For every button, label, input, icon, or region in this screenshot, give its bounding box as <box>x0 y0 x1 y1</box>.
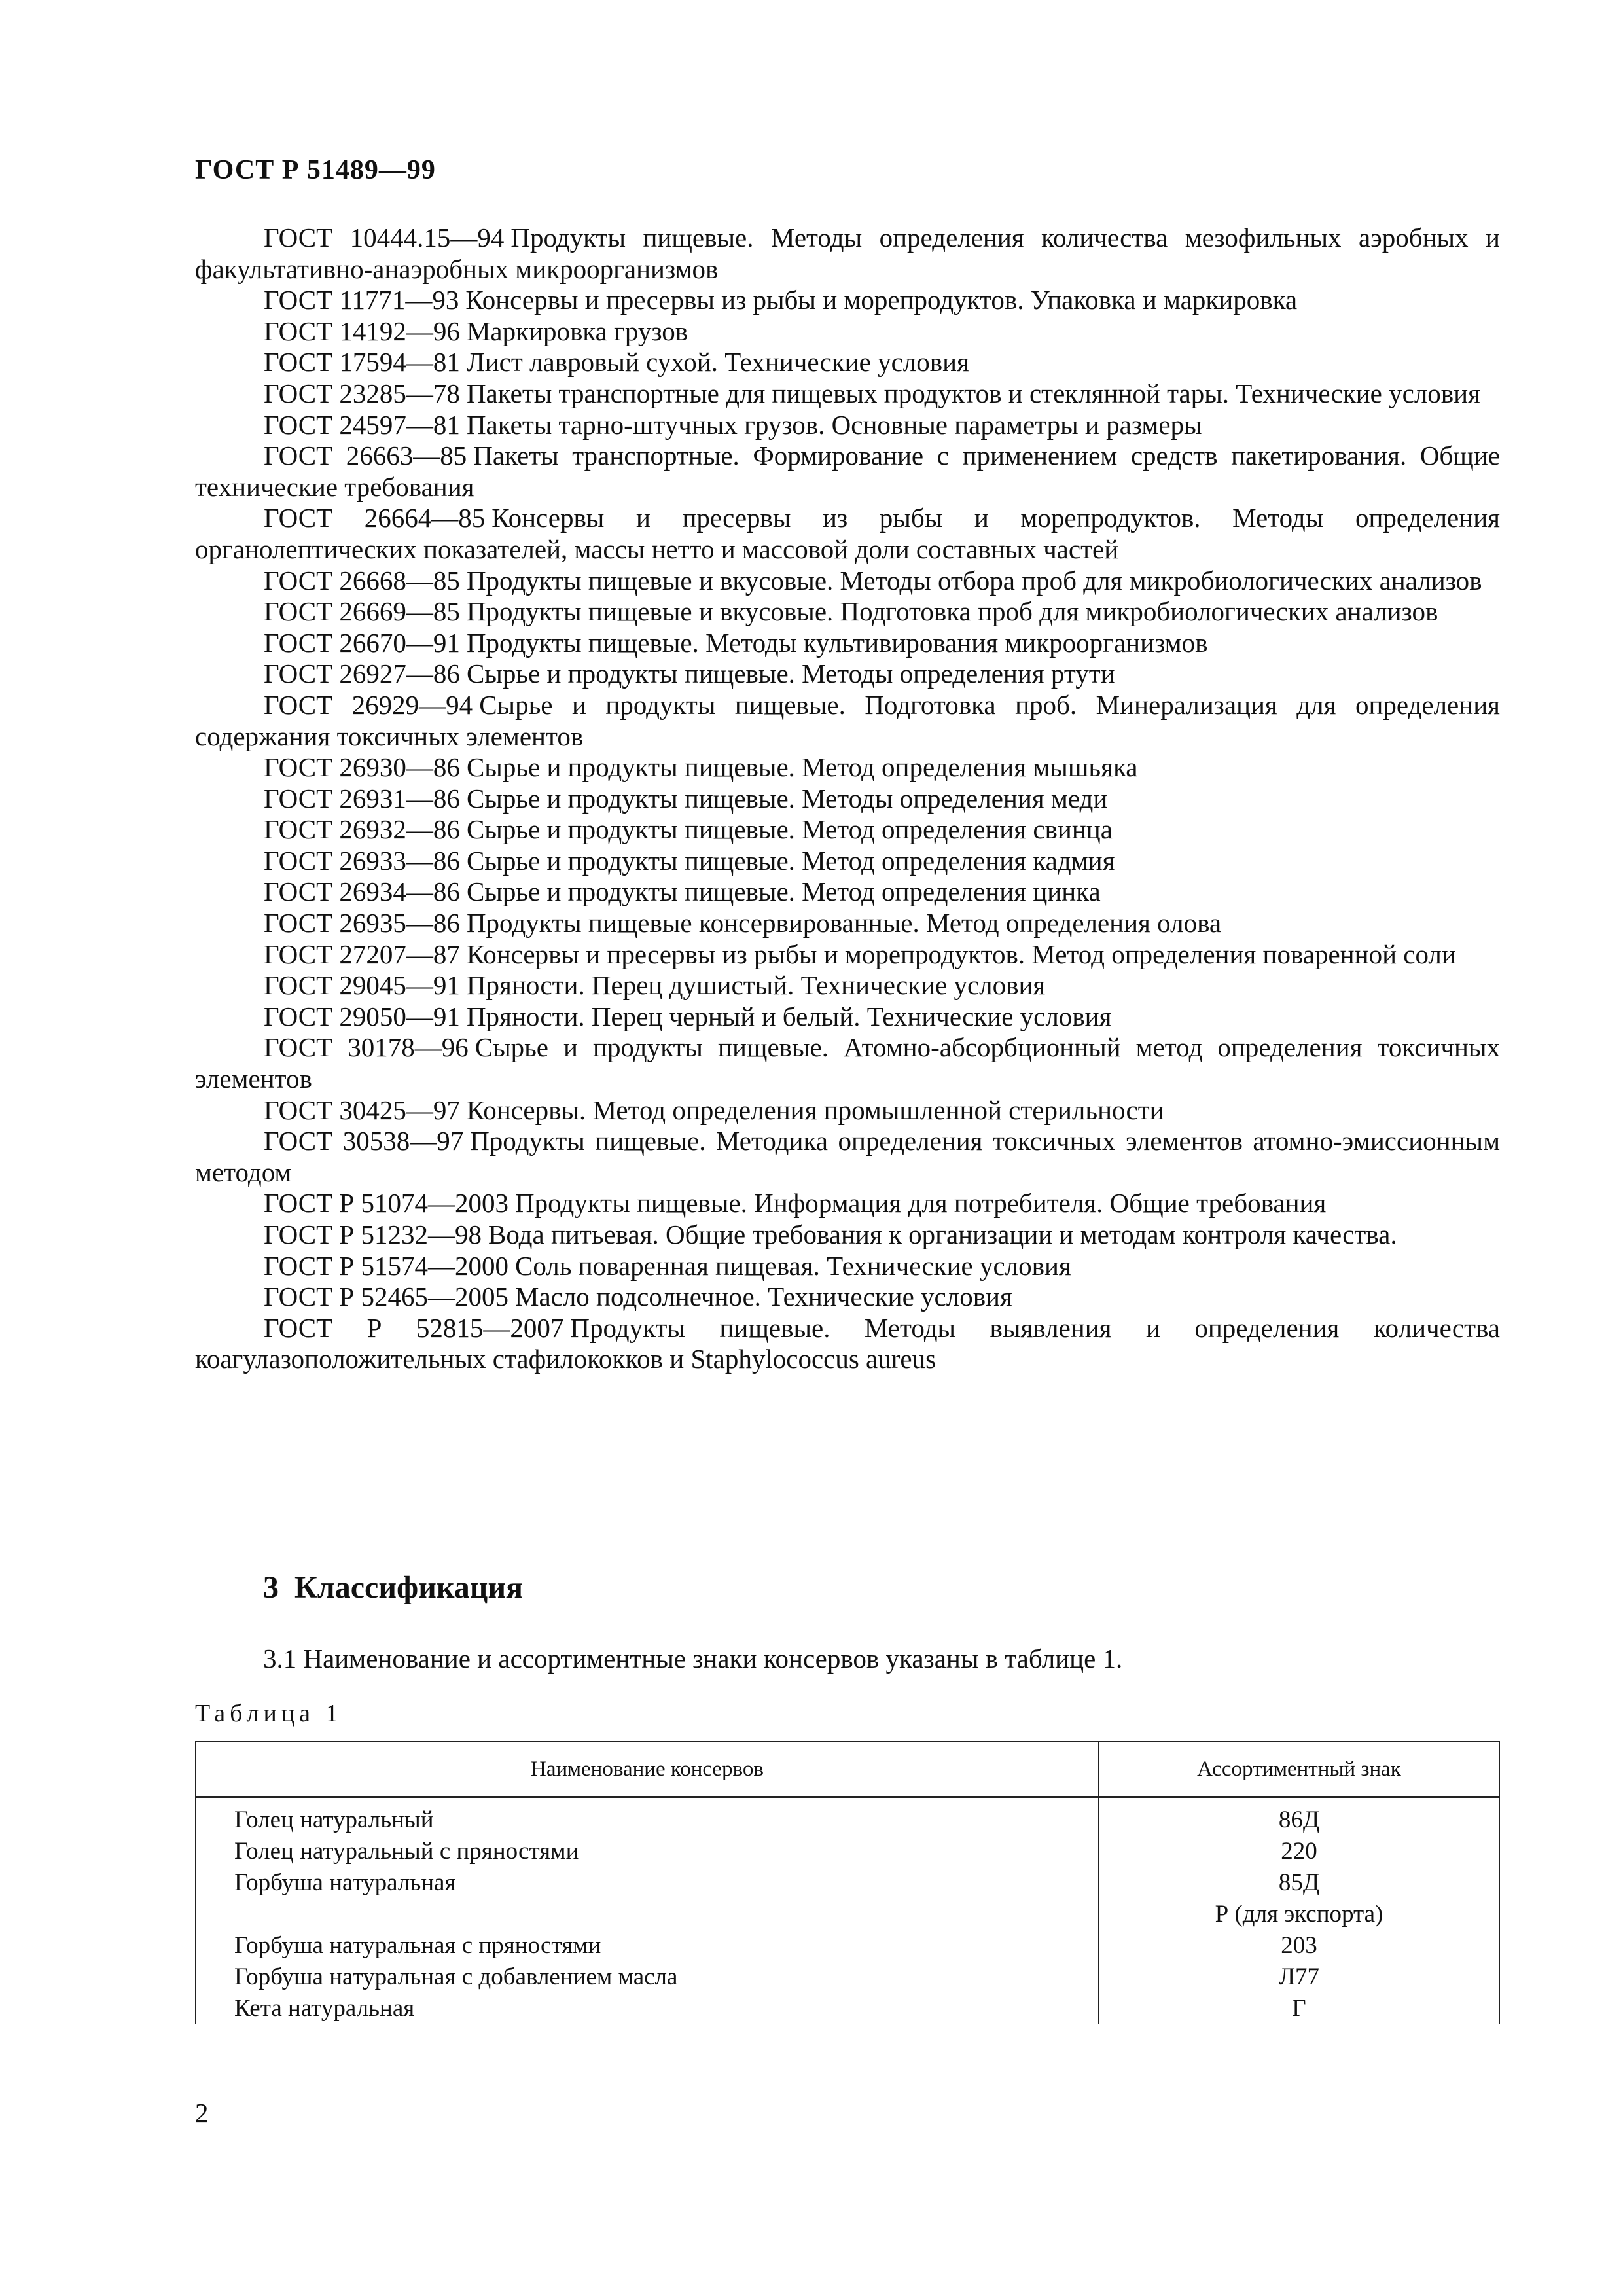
column-header-name: Наименование консервов <box>196 1742 1099 1797</box>
section-heading <box>263 1570 523 1605</box>
column-header-sign: Ассортиментный знак <box>1099 1742 1499 1797</box>
reference-text: Масло подсолнечное. Технические условия <box>515 1282 1012 1312</box>
reference-code: ГОСТ 29045—91 <box>264 970 460 1001</box>
reference-text: Лист лавровый сухой. Технические условия <box>466 347 969 378</box>
reference-item <box>195 1282 1500 1313</box>
reference-item <box>195 658 1500 690</box>
reference-code: ГОСТ 30538—97 <box>264 1126 464 1157</box>
product-name-cell: Горбуша натуральная с пряностями <box>196 1930 1099 1962</box>
reference-text: Соль поваренная пищевая. Технические условия <box>515 1250 1071 1281</box>
reference-item <box>195 1032 1500 1094</box>
reference-text: Пакеты транспортные. Формирование с применением средств пакетирования. Общие технические требования <box>195 440 1500 502</box>
reference-item <box>195 1001 1500 1033</box>
reference-code: ГОСТ 26927—86 <box>264 658 460 689</box>
reference-text: Сырье и продукты пищевые. Методы определения меди <box>466 783 1108 814</box>
reference-text: Продукты пищевые консервированные. Метод определения олова <box>466 908 1222 939</box>
reference-code: ГОСТ 26931—86 <box>264 783 460 814</box>
reference-code: ГОСТ 11771—93 <box>264 285 459 315</box>
reference-item <box>195 503 1500 565</box>
product-name-cell: Голец натуральный с пряностями <box>196 1836 1099 1867</box>
reference-item <box>195 378 1500 410</box>
assortment-sign: Л77 <box>1278 1964 1320 1990</box>
table-caption: Таблица 1 <box>195 1700 343 1727</box>
table-row <box>196 1797 1499 1837</box>
assortment-sign: 220 <box>1281 1838 1317 1865</box>
reference-code: ГОСТ Р 51574—2000 <box>264 1250 508 1281</box>
reference-code: ГОСТ 26663—85 <box>264 440 467 471</box>
reference-code: ГОСТ Р 52815—2007 <box>264 1312 564 1343</box>
reference-item <box>195 347 1500 378</box>
table-row <box>196 1836 1499 1867</box>
reference-text: Сырье и продукты пищевые. Атомно-абсорбционный метод определения токсичных элементов <box>195 1032 1500 1094</box>
reference-text: Сырье и продукты пищевые. Подготовка проб. Минерализация для определения содержания токсичных элементов <box>195 689 1500 751</box>
reference-code: ГОСТ 26930—86 <box>264 752 460 783</box>
reference-code: ГОСТ 29050—91 <box>264 1001 460 1031</box>
reference-text: Сырье и продукты пищевые. Метод определения мышьяка <box>466 752 1138 783</box>
table-row <box>196 1993 1499 2024</box>
reference-code: ГОСТ 14192—96 <box>264 315 460 346</box>
reference-text: Продукты пищевые. Информация для потребителя. Общие требования <box>515 1188 1327 1219</box>
assortment-sign: 85Д <box>1278 1869 1320 1896</box>
reference-code: ГОСТ 10444.15—94 <box>264 223 505 253</box>
reference-item <box>195 285 1500 316</box>
table-row <box>196 1962 1499 1993</box>
reference-item <box>195 596 1500 628</box>
reference-text: Вода питьевая. Общие требования к организации и методам контроля качества. <box>488 1219 1397 1249</box>
reference-text: Продукты пищевые. Методы выявления и определения количества коагулазоположительных стафилококков и Staphylococcus aureus <box>195 1312 1500 1374</box>
assortment-sign-cell <box>1099 1867 1499 1930</box>
reference-code: ГОСТ 26935—86 <box>264 908 460 939</box>
reference-text: Сырье и продукты пищевые. Метод определения кадмия <box>466 845 1115 876</box>
reference-item <box>195 440 1500 503</box>
assortment-sign: Г <box>1292 1995 1306 2022</box>
reference-item <box>195 752 1500 783</box>
assortment-sign-cell <box>1099 1930 1499 1962</box>
reference-item <box>195 1126 1500 1188</box>
reference-text: Пакеты транспортные для пищевых продуктов и стеклянной тары. Технические условия <box>466 378 1480 408</box>
reference-item <box>195 1251 1500 1282</box>
reference-item <box>195 223 1500 285</box>
reference-item <box>195 1188 1500 1219</box>
page-number: 2 <box>195 2098 209 2128</box>
reference-text: Продукты пищевые и вкусовые. Подготовка проб для микробиологических анализов <box>466 596 1438 627</box>
reference-text: Консервы и пресервы из рыбы и морепродуктов. Методы определения органолептических показателей, массы нетто и массовой доли составных частей <box>195 503 1501 564</box>
assortment-sign-export: Р (для экспорта) <box>1215 1901 1383 1928</box>
reference-text: Продукты пищевые. Методы культивирования микроорганизмов <box>466 627 1208 658</box>
reference-code: ГОСТ 17594—81 <box>264 347 460 378</box>
reference-item <box>195 1313 1500 1375</box>
reference-code: ГОСТ 26932—86 <box>264 814 460 845</box>
reference-code: ГОСТ 30425—97 <box>264 1094 460 1125</box>
reference-item <box>195 1095 1500 1126</box>
assortment-sign: 86Д <box>1278 1806 1320 1833</box>
reference-code: ГОСТ 26934—86 <box>264 876 460 907</box>
product-name-cell: Горбуша натуральная с добавлением масла <box>196 1962 1099 1993</box>
reference-code: ГОСТ 26669—85 <box>264 596 460 627</box>
reference-text: Консервы. Метод определения промышленной стерильности <box>466 1094 1164 1125</box>
reference-item <box>195 783 1500 815</box>
section-number: 3 <box>263 1570 279 1605</box>
reference-code: ГОСТ 26933—86 <box>264 845 460 876</box>
reference-item <box>195 814 1500 846</box>
reference-code: ГОСТ Р 51074—2003 <box>264 1188 508 1219</box>
reference-item <box>195 565 1500 597</box>
reference-text: Пряности. Перец черный и белый. Технические условия <box>466 1001 1112 1031</box>
reference-item <box>195 410 1500 441</box>
reference-code: ГОСТ Р 52465—2005 <box>264 1282 508 1312</box>
reference-item <box>195 939 1500 971</box>
reference-item <box>195 908 1500 939</box>
normative-references-list <box>195 223 1500 1375</box>
reference-item <box>195 970 1500 1001</box>
assortment-sign-cell <box>1099 1962 1499 1993</box>
document-header: ГОСТ Р 51489—99 <box>195 155 436 185</box>
reference-text: Продукты пищевые. Методы определения количества мезофильных аэробных и факультативно-анаэробных микроорганизмов <box>195 223 1500 284</box>
reference-code: ГОСТ 23285—78 <box>264 378 460 408</box>
reference-text: Маркировка грузов <box>466 315 688 346</box>
assortment-table <box>195 1741 1500 2024</box>
reference-item <box>195 316 1500 348</box>
reference-code: ГОСТ 26670—91 <box>264 627 460 658</box>
assortment-sign-cell <box>1099 1993 1499 2024</box>
assortment-sign-cell <box>1099 1836 1499 1867</box>
section-title: Классификация <box>294 1570 524 1605</box>
table-row <box>196 1930 1499 1962</box>
reference-item <box>195 628 1500 659</box>
reference-code: ГОСТ 30178—96 <box>264 1032 469 1063</box>
reference-code: ГОСТ Р 51232—98 <box>264 1219 482 1249</box>
reference-text: Консервы и пресервы из рыбы и морепродуктов. Упаковка и маркировка <box>465 285 1298 315</box>
assortment-sign: 203 <box>1281 1932 1317 1959</box>
table-row <box>196 1867 1499 1930</box>
reference-code: ГОСТ 24597—81 <box>264 409 460 440</box>
product-name-cell: Горбуша натуральная <box>196 1867 1099 1930</box>
reference-text: Пряности. Перец душистый. Технические условия <box>466 970 1046 1001</box>
reference-text: Сырье и продукты пищевые. Метод определения свинца <box>466 814 1113 845</box>
reference-text: Сырье и продукты пищевые. Методы определения ртути <box>466 658 1115 689</box>
reference-text: Пакеты тарно-штучных грузов. Основные параметры и размеры <box>466 409 1202 440</box>
reference-code: ГОСТ 27207—87 <box>264 939 460 969</box>
reference-code: ГОСТ 26664—85 <box>264 503 486 533</box>
product-name-cell: Кета натуральная <box>196 1993 1099 2024</box>
reference-item <box>195 690 1500 752</box>
assortment-sign-cell <box>1099 1797 1499 1837</box>
table-header-row <box>196 1742 1499 1797</box>
reference-item <box>195 1219 1500 1251</box>
reference-text: Продукты пищевые. Методика определения токсичных элементов атомно-эмиссионным методом <box>195 1126 1501 1187</box>
paragraph-3-1: 3.1 Наименование и ассортиментные знаки консервов указаны в таблице 1. <box>263 1643 1123 1674</box>
reference-code: ГОСТ 26929—94 <box>264 689 473 720</box>
reference-code: ГОСТ 26668—85 <box>264 565 460 596</box>
reference-item <box>195 876 1500 908</box>
product-name-cell: Голец натуральный <box>196 1797 1099 1837</box>
reference-item <box>195 846 1500 877</box>
reference-text: Сырье и продукты пищевые. Метод определения цинка <box>466 876 1101 907</box>
reference-text: Консервы и пресервы из рыбы и морепродуктов. Метод определения поваренной соли <box>466 939 1456 969</box>
reference-text: Продукты пищевые и вкусовые. Методы отбора проб для микробиологических анализов <box>466 565 1482 596</box>
